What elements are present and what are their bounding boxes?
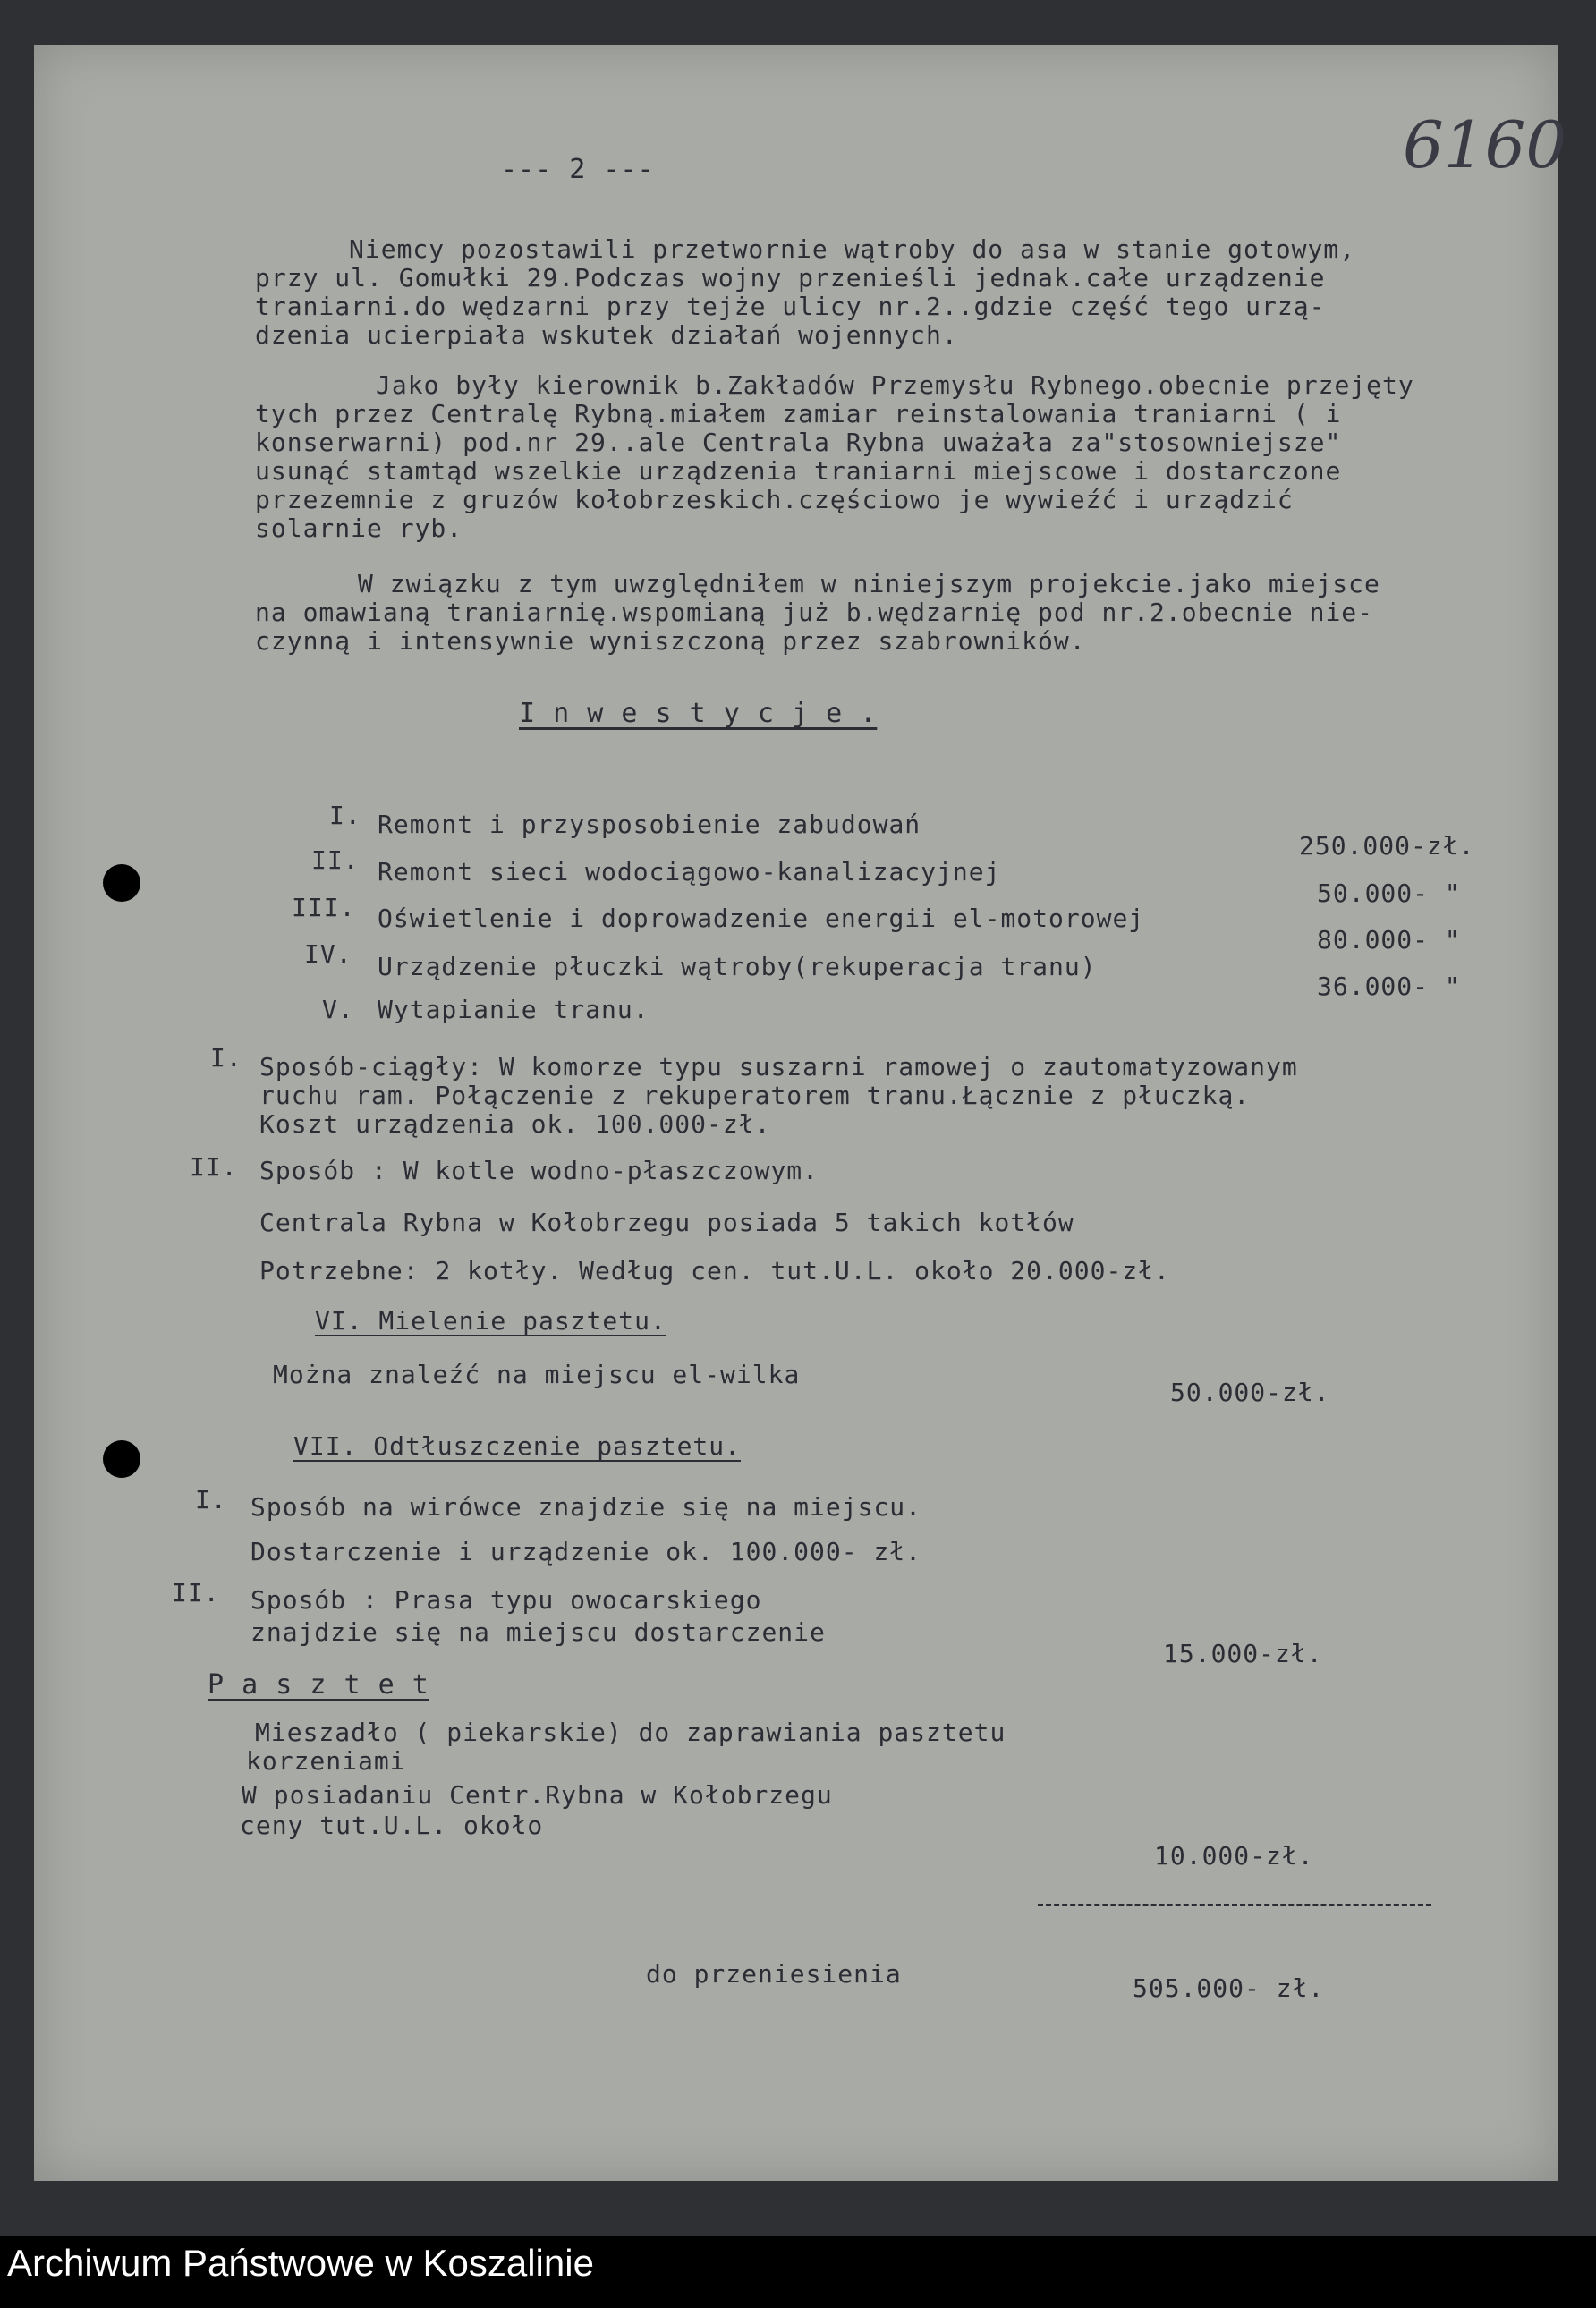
- method-line: Sposób : Prasa typu owocarskiego: [250, 1585, 762, 1615]
- text-line: dzenia ucierpiała wskutek działań wojennych.: [255, 320, 958, 350]
- text-line: na omawianą traniarnię.wspomianą już b.wędzarnię pod nr.2.obecnie nie-: [255, 598, 1374, 627]
- page-header: --- 2 ---: [501, 154, 655, 185]
- pasztet-line: W posiadaniu Centr.Rybna w Kołobrzegu: [242, 1780, 833, 1810]
- method-line: Sposób : W kotle wodno-płaszczowym.: [259, 1156, 819, 1185]
- method-number: I.: [210, 1043, 242, 1073]
- method-number: I.: [195, 1485, 227, 1515]
- vi-amount: 50.000-zł.: [1170, 1378, 1330, 1407]
- total-label: do przeniesienia: [646, 1959, 902, 1989]
- punch-hole: [103, 864, 140, 902]
- text-line: W związku z tym uwzględniłem w niniejszym projekcie.jako miejsce: [358, 569, 1380, 598]
- text-line: usunąć stamtąd wszelkie urządzenia traniarni miejscowe i dostarczone: [255, 456, 1342, 486]
- pasztet-line: Mieszadło ( piekarskie) do zaprawiania pasztetu: [255, 1718, 1006, 1747]
- vii-amount: 15.000-zł.: [1163, 1639, 1323, 1668]
- text-line: konserwarni) pod.nr 29..ale Centrala Rybna uważała za"stosowniejsze": [255, 428, 1342, 457]
- text-line: Jako były kierownik b.Zakładów Przemysłu Rybnego.obecnie przejęty: [376, 370, 1414, 400]
- method-line: ruchu ram. Połączenie z rekuperatorem tranu.Łącznie z płuczką.: [259, 1081, 1251, 1110]
- pasztet-line: korzeniami: [246, 1746, 406, 1776]
- vi-text: Można znaleźć na miejscu el-wilka: [273, 1360, 801, 1389]
- investment-number: I.: [329, 801, 361, 830]
- method-line: Sposób-ciągły: W komorze typu suszarni ramowej o zautomatyzowanym: [259, 1052, 1298, 1082]
- section-title: I n w e s t y c j e .: [519, 698, 878, 729]
- sum-divider: [1038, 1904, 1431, 1906]
- investment-text: Urządzenie płuczki wątroby(rekuperacja tranu): [378, 952, 1097, 981]
- punch-hole: [103, 1440, 140, 1478]
- total-amount: 505.000- zł.: [1133, 1973, 1325, 2003]
- investment-amount: 36.000- ": [1317, 972, 1461, 1001]
- text-line: solarnie ryb.: [255, 513, 463, 543]
- text-line: Niemcy pozostawili przetwornie wątroby do asa w stanie gotowym,: [349, 234, 1356, 264]
- subsection-title: VI. Mielenie pasztetu.: [315, 1306, 666, 1336]
- method-line: Potrzebne: 2 kotły. Według cen. tut.U.L. około 20.000-zł.: [259, 1256, 1170, 1286]
- text-line: przy ul. Gomułki 29.Podczas wojny przenieśli jednak.całe urządzenie: [255, 263, 1326, 293]
- method-number: II.: [172, 1578, 220, 1608]
- archive-number: 6160: [1403, 107, 1567, 182]
- investment-text: Wytapianie tranu.: [378, 995, 649, 1024]
- archive-footer: Archiwum Państwowe w Koszalinie: [7, 2242, 594, 2284]
- investment-number: III.: [292, 893, 356, 922]
- investment-amount: 50.000- ": [1317, 878, 1461, 908]
- investment-text: Oświetlenie i doprowadzenie energii el-motorowej: [378, 904, 1145, 933]
- investment-text: Remont sieci wodociągowo-kanalizacyjnej: [378, 857, 1001, 887]
- method-line: Dostarczenie i urządzenie ok. 100.000- zł.: [250, 1537, 922, 1566]
- method-line: Sposób na wirówce znajdzie się na miejscu.: [250, 1492, 922, 1522]
- investment-text: Remont i przysposobienie zabudowań: [378, 810, 921, 839]
- pasztet-line: ceny tut.U.L. około: [240, 1811, 544, 1840]
- investment-number: IV.: [304, 939, 352, 969]
- text-line: czynną i intensywnie wyniszczoną przez szabrowników.: [255, 626, 1086, 656]
- investment-amount: 80.000- ": [1317, 925, 1461, 955]
- method-number: II.: [190, 1152, 238, 1182]
- investment-amount: 250.000-zł.: [1299, 831, 1475, 861]
- method-line: Centrala Rybna w Kołobrzegu posiada 5 takich kotłów: [259, 1208, 1074, 1237]
- text-line: traniarni.do wędzarni przy tejże ulicy nr.2..gdzie część tego urzą-: [255, 292, 1326, 321]
- subsection-title: VII. Odtłuszczenie pasztetu.: [293, 1431, 742, 1461]
- text-line: przezemnie z gruzów kołobrzeskich.częściowo je wywieźć i urządzić: [255, 485, 1294, 514]
- investment-number: II.: [311, 845, 360, 875]
- text-line: tych przez Centralę Rybną.miałem zamiar reinstalowania traniarni ( i: [255, 399, 1342, 429]
- investment-number: V.: [322, 995, 354, 1024]
- method-line: Koszt urządzenia ok. 100.000-zł.: [259, 1109, 771, 1139]
- pasztet-title: P a s z t e t: [208, 1669, 429, 1701]
- pasztet-amount: 10.000-zł.: [1154, 1841, 1314, 1871]
- method-line: znajdzie się na miejscu dostarczenie: [250, 1617, 826, 1647]
